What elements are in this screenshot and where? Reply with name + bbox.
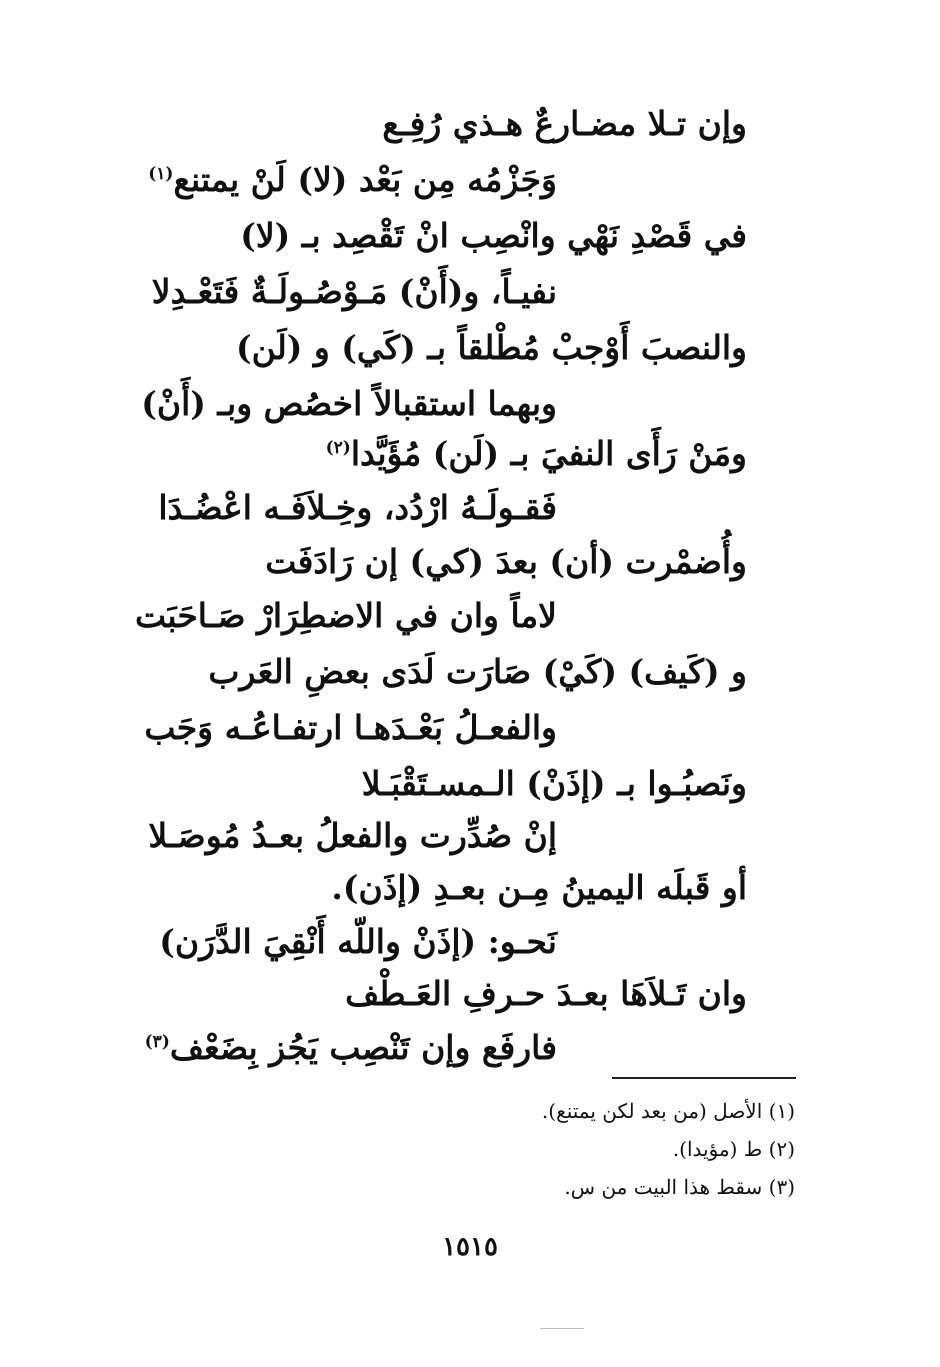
verse-text: في قَصْدِ نَهْي وانْصِب انْ تَقْصِد بـ (لا)	[240, 216, 747, 255]
verse-text: والفعـلُ بَعْـدَهـا ارتفـاعُـه وَجَب	[144, 708, 557, 747]
footnote-1: (١) الأصل (من بعد لكن يمتنع).	[541, 1099, 795, 1123]
verse-text: وبهما استقبالاً اخصُص وبـ (أَنْ)	[141, 384, 557, 423]
scan-mark	[540, 1328, 584, 1329]
verse-line-17	[345, 972, 747, 1016]
footnote-separator	[612, 1077, 796, 1079]
verse-line-16	[159, 920, 557, 964]
verse-line-18	[145, 1026, 557, 1070]
verse-text: نَحـو: (إذَنْ واللّه أَنْقِيَ الدَّرَن)	[159, 922, 557, 961]
verse-line-6	[141, 382, 557, 426]
verse-line-15	[331, 866, 747, 910]
verse-line-1	[382, 102, 747, 146]
footnote-marker-3: (٣)	[144, 1032, 170, 1052]
verse-text: وَجَزْمُه مِن بَعْد (لا) لَنْ يمتنع	[173, 160, 557, 199]
verse-text: و (كَيف) (كَيْ) صَارَت لَدَى بعضِ العَرب	[208, 652, 747, 691]
verse-line-4	[152, 270, 557, 314]
verse-text: فارفَع وإن تَنْصِب يَجُز بِضَعْف	[169, 1028, 557, 1067]
verse-text: وإن تـلا مضـارعٌ هـذي رُفِـع	[382, 104, 747, 143]
verse-line-12	[144, 706, 557, 750]
verse-line-8	[158, 486, 557, 530]
footnote-marker-2: (٢)	[325, 438, 351, 458]
verse-line-11	[208, 650, 747, 694]
verse-text: لاماً وان في الاضطِرَارْ صَـاحَبَت	[134, 596, 557, 635]
page-number: ١٥١٥	[442, 1232, 498, 1262]
verse-line-14	[148, 814, 557, 858]
verse-line-7	[326, 432, 747, 476]
verse-text: والنصبَ أَوْجبْ مُطْلقاً بـ (كَي) و (لَن)	[235, 328, 747, 367]
footnote-marker-1: (١)	[148, 164, 174, 184]
verse-text: وان تَـلاَهَا بعـدَ حـرفِ العَـطْف	[345, 974, 747, 1013]
verse-text: وأُضمْرت (أن) بعدَ (كي) إن رَادَفَت	[265, 542, 747, 581]
verse-line-2	[148, 158, 557, 202]
verse-line-9	[265, 540, 747, 584]
verse-text: ومَنْ رَأَى النفيَ بـ (لَن) مُؤَيَّدا	[350, 434, 747, 473]
verse-line-3	[240, 214, 747, 258]
verse-line-5	[236, 326, 747, 370]
verse-text: إنْ صُدِّرت والفعلُ بعـدُ مُوصَـلا	[148, 816, 557, 855]
verse-line-10	[135, 594, 557, 638]
footnote-3: (٣) سقط هذا البيت من س.	[564, 1175, 795, 1199]
verse-text: نفيـاً، و(أَنْ) مَـوْصُـولَـةٌ فَتَعْـدِلا	[151, 272, 557, 311]
verse-text: ونَصبُـوا بـ (إذَنْ) الـمسـتَقْبَـلا	[361, 764, 747, 803]
footnotes	[295, 1092, 795, 1206]
footnote-2: (٢) ط (مؤيدا).	[672, 1137, 795, 1161]
verse-line-13	[362, 762, 747, 806]
verse-text: فَقـولَـهُ ارْدُد، وخِـلاَفَـه اعْضُـدَا	[158, 488, 557, 527]
verse-text: أو قَبلَه اليمينُ مِـن بعـدِ (إذَن).	[331, 868, 747, 907]
